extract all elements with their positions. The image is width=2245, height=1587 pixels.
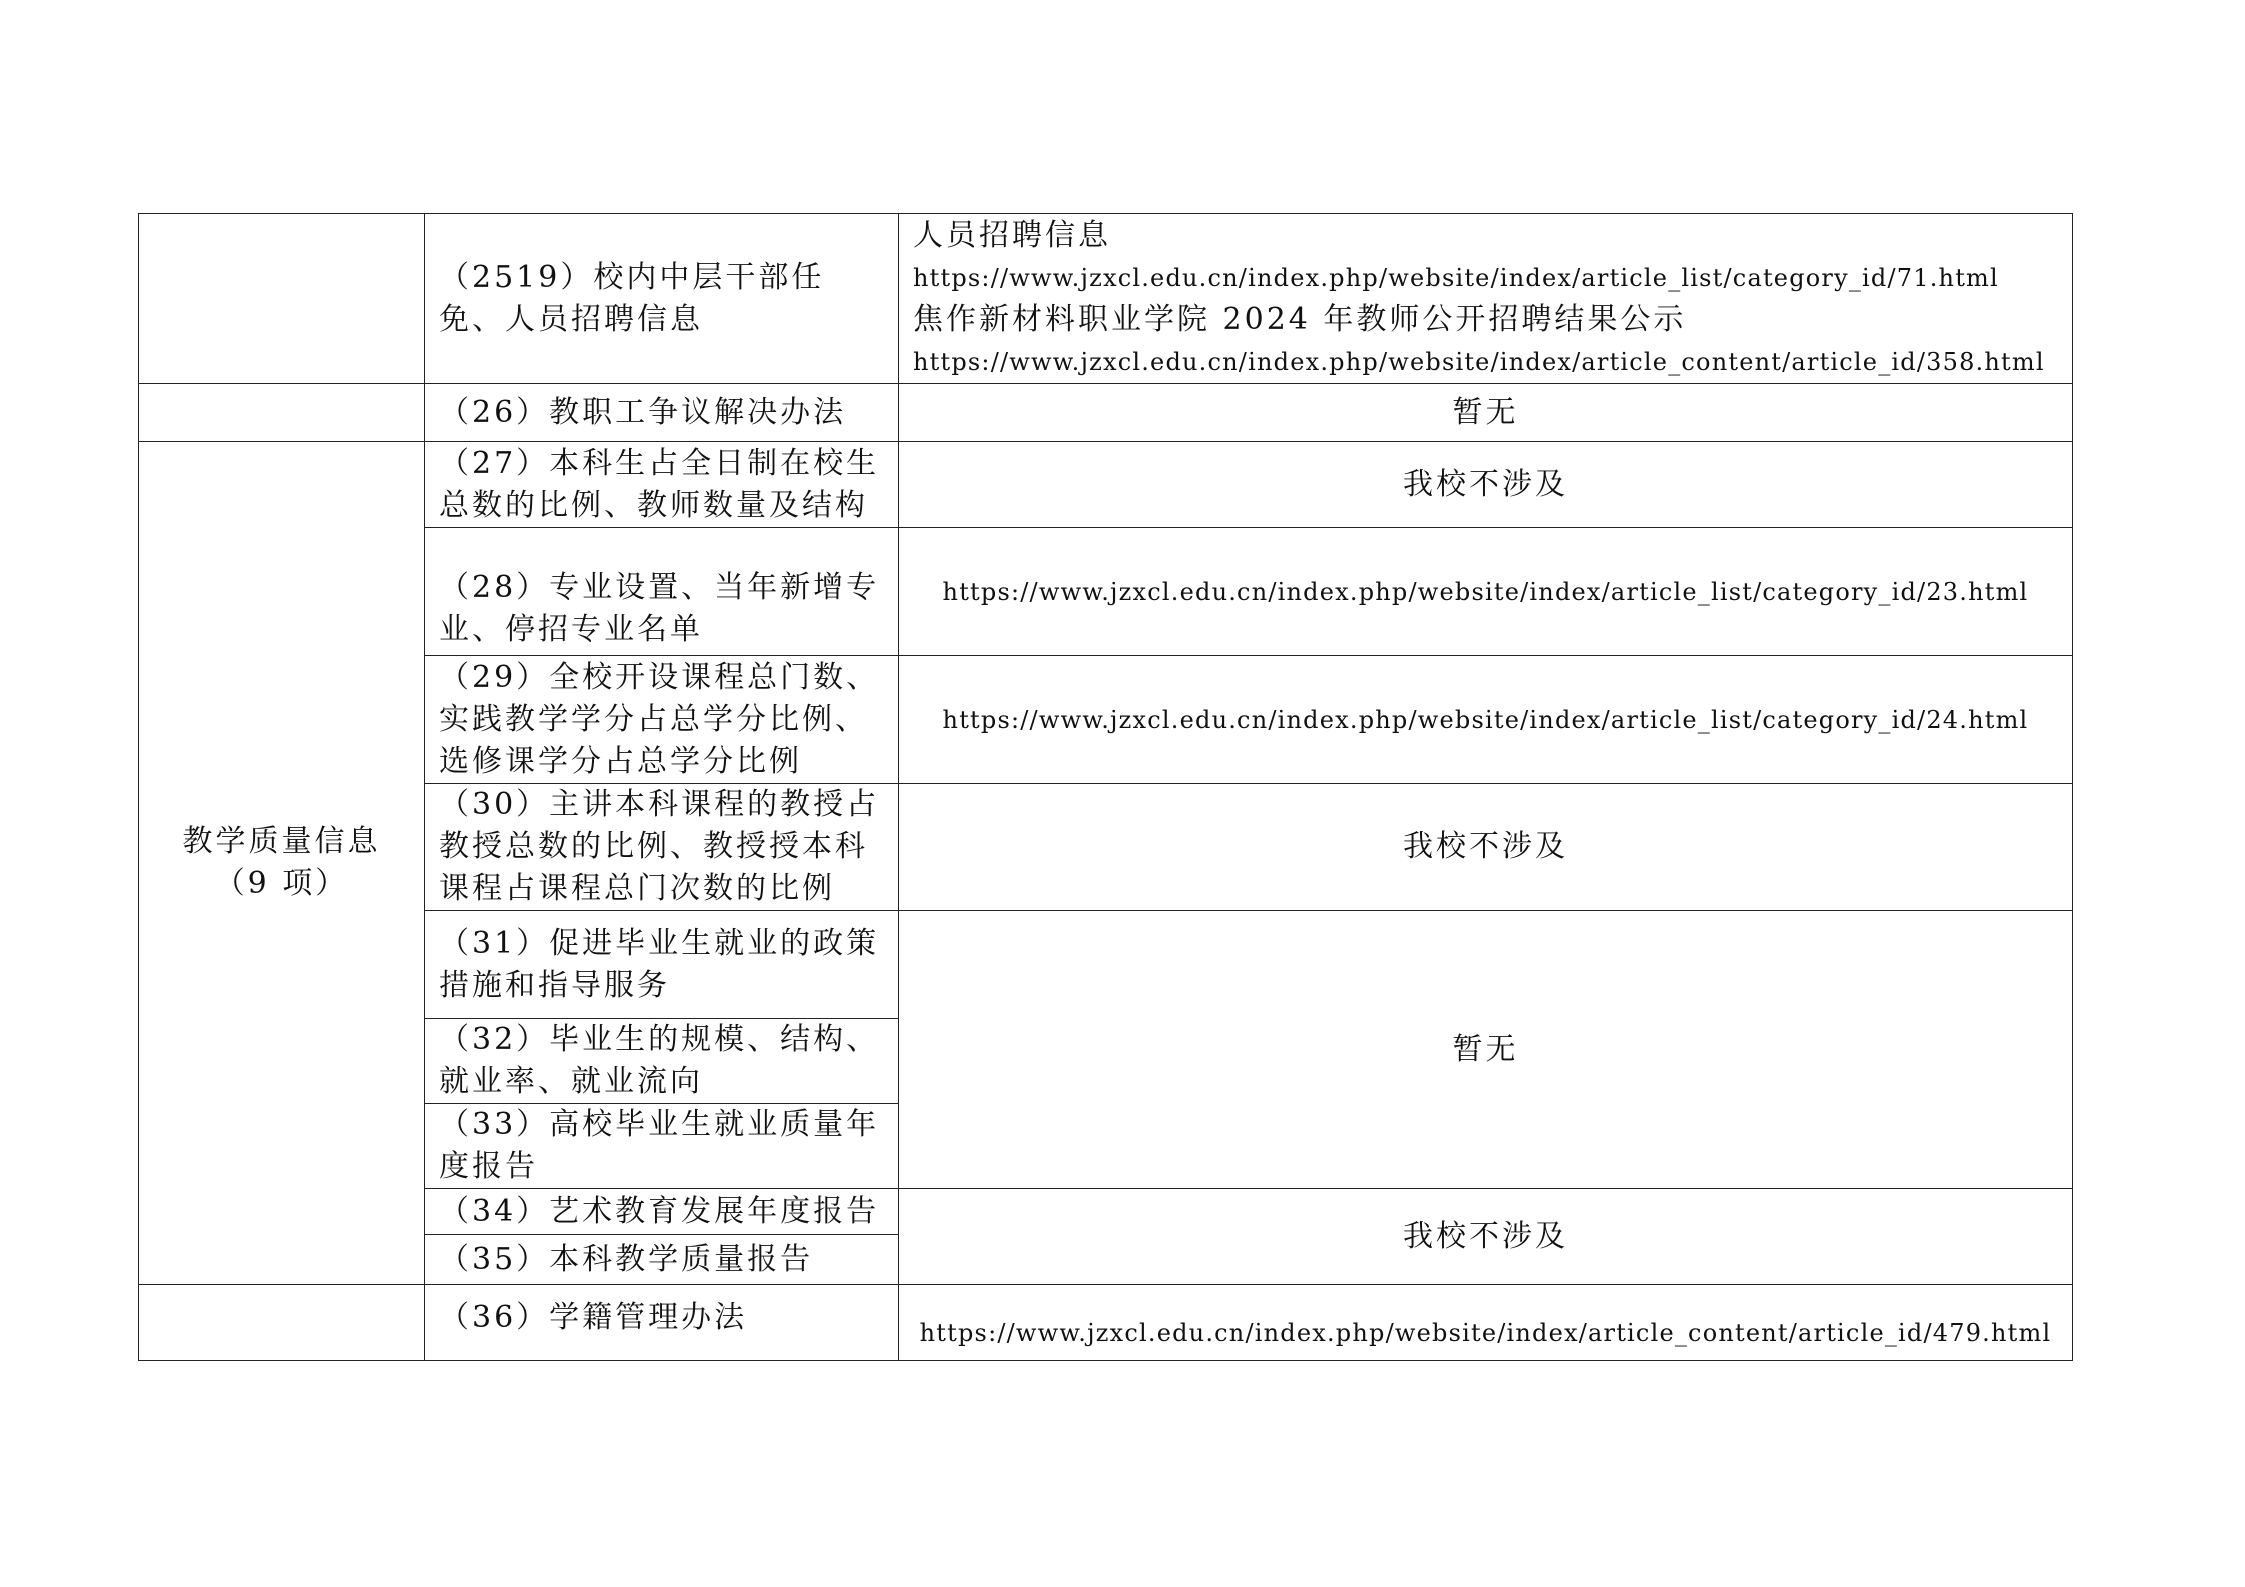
category-count: （9 项） — [214, 866, 349, 901]
table-row — [139, 528, 2073, 656]
item-value: 我校不涉及 — [899, 784, 2073, 911]
value-link[interactable]: https://www.jzxcl.edu.cn/index.php/website/index/article_list/category_id/23.html — [942, 578, 2029, 606]
table-row — [139, 384, 2073, 442]
item-value — [899, 656, 2073, 784]
item-label: （34）艺术教育发展年度报告 — [425, 1189, 899, 1235]
table-row — [139, 1189, 2073, 1235]
value-link[interactable]: https://www.jzxcl.edu.cn/index.php/website/index/article_content/article_id/479.html — [919, 1319, 2052, 1347]
item-label: （36）学籍管理办法 — [425, 1285, 899, 1361]
item-label: （2519）校内中层干部任免、人员招聘信息 — [425, 214, 899, 384]
disclosure-table — [138, 213, 2073, 1361]
table-row — [139, 656, 2073, 784]
category-title: 教学质量信息 — [182, 824, 381, 859]
item-value: 我校不涉及 — [899, 442, 2073, 528]
value-link[interactable]: https://www.jzxcl.edu.cn/index.php/website/index/article_list/category_id/24.html — [942, 706, 2029, 734]
category-cell-empty — [139, 1285, 425, 1361]
item-label: （28）专业设置、当年新增专业、停招专业名单 — [425, 528, 899, 656]
item-value: 暂无 — [899, 911, 2073, 1189]
item-value — [899, 214, 2073, 384]
item-label: （31）促进毕业生就业的政策措施和指导服务 — [425, 911, 899, 1019]
table-row — [139, 442, 2073, 528]
item-label: （29）全校开设课程总门数、实践教学学分占总学分比例、选修课学分占总学分比例 — [425, 656, 899, 784]
item-label: （27）本科生占全日制在校生总数的比例、教师数量及结构 — [425, 442, 899, 528]
item-value — [899, 528, 2073, 656]
value-link[interactable]: https://www.jzxcl.edu.cn/index.php/website/index/article_list/category_id/71.html — [913, 263, 1999, 292]
item-value: 我校不涉及 — [899, 1189, 2073, 1285]
item-label: （30）主讲本科课程的教授占教授总数的比例、教授授本科课程占课程总门次数的比例 — [425, 784, 899, 911]
item-label: （35）本科教学质量报告 — [425, 1235, 899, 1285]
table-row — [139, 214, 2073, 384]
table-row — [139, 784, 2073, 911]
item-label: （32）毕业生的规模、结构、就业率、就业流向 — [425, 1019, 899, 1104]
category-cell-empty — [139, 214, 425, 384]
item-label: （33）高校毕业生就业质量年度报告 — [425, 1104, 899, 1189]
item-label: （26）教职工争议解决办法 — [425, 384, 899, 442]
category-cell-empty — [139, 384, 425, 442]
value-line: 焦作新材料职业学院 2024 年教师公开招聘结果公示 — [913, 301, 1687, 337]
item-value — [899, 1285, 2073, 1361]
value-link[interactable]: https://www.jzxcl.edu.cn/index.php/website/index/article_content/article_id/358.html — [913, 347, 2045, 376]
table-row — [139, 911, 2073, 1019]
category-cell — [139, 442, 425, 1285]
item-value: 暂无 — [899, 384, 2073, 442]
table-row — [139, 1285, 2073, 1361]
value-line: 人员招聘信息 — [913, 217, 1111, 253]
